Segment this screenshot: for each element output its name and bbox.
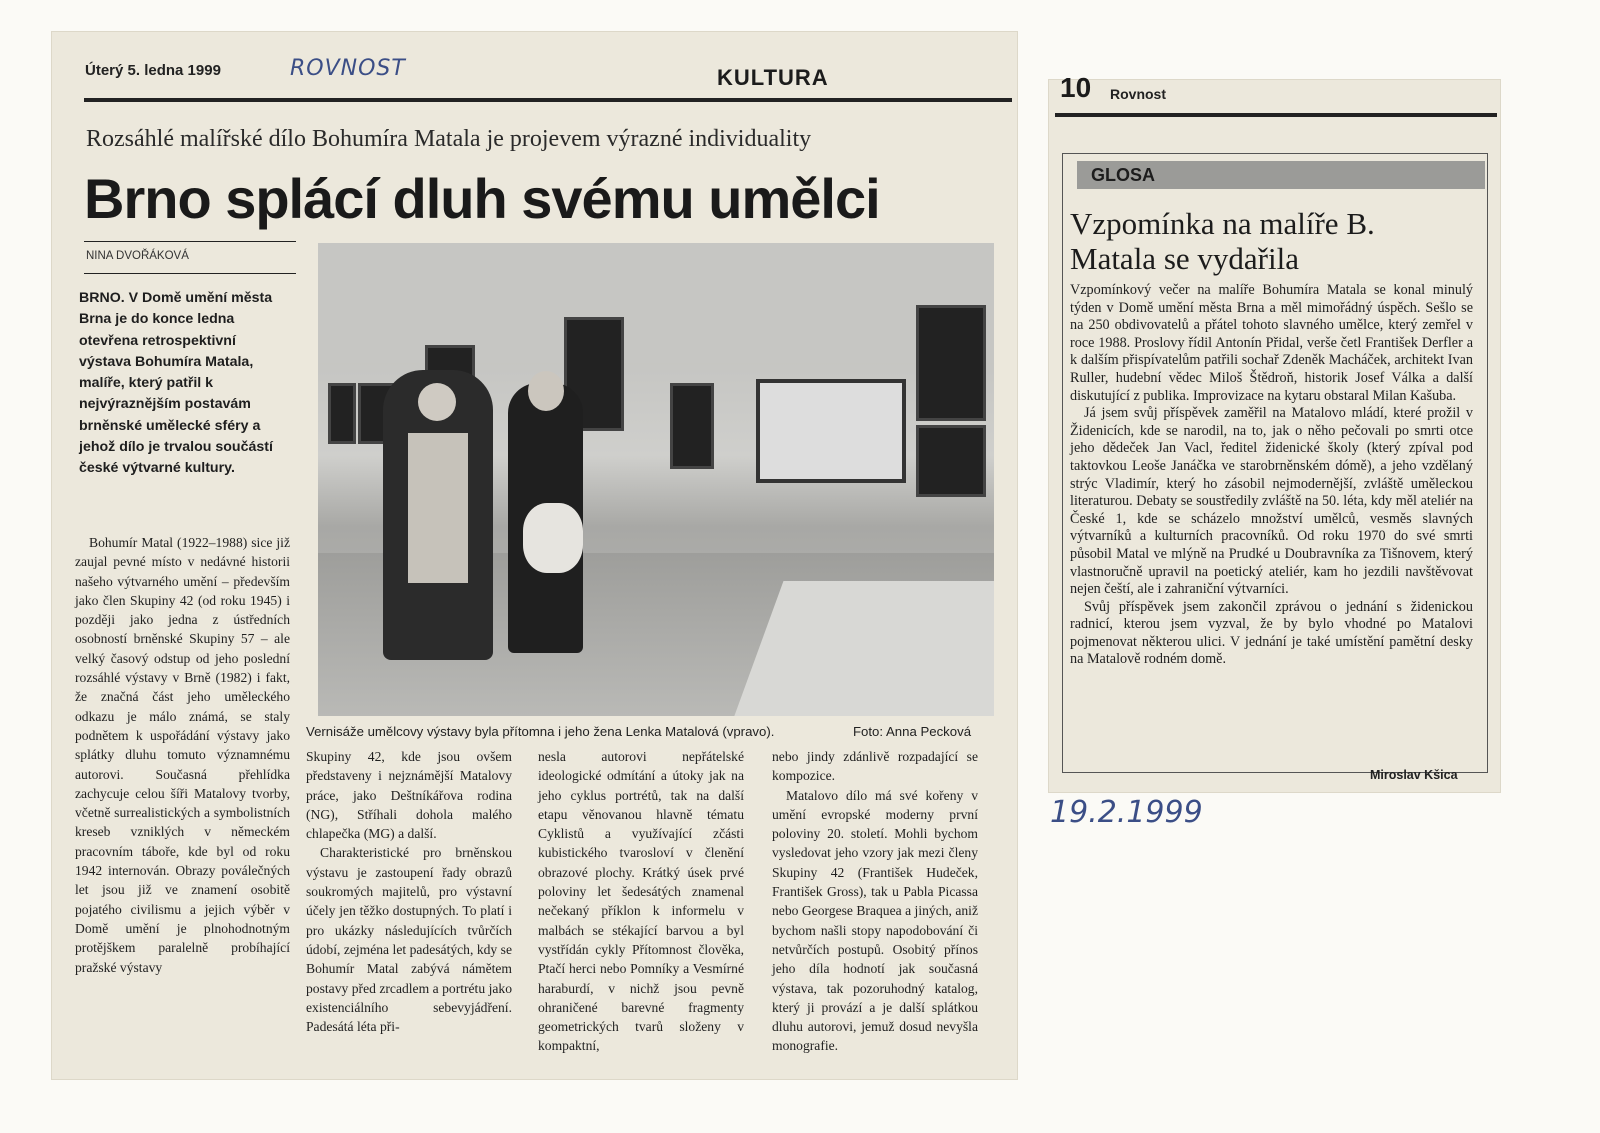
article-subtitle: Rozsáhlé malířské dílo Bohumíra Matala je projevem výrazné individuality bbox=[86, 126, 812, 152]
glosa-para-3: Svůj příspěvek jsem zakončil zprávou o jednání s židenickou radnicí, kterou jsem vyzval, že by bylo vhodné po Matalovi pojmenovat některou ulici. V jednání je také umístění pamětní desky na Matalově rodném domě. bbox=[1070, 598, 1473, 668]
article-lead: BRNO. V Domě umění města Brna je do konce ledna otevřena retrospektivní výstava Bohumíra Matala, malíře, který patřil k nejvýraznějším postavám brněnské umělecké sféry a jehož dílo je trvalou součástí české výtvarné kultury. bbox=[79, 290, 273, 477]
right-header-rule bbox=[1055, 113, 1497, 117]
column-3-text: nesla autorovi nepřátelské ideologické odmítání a útoky jak na jeho cyklus portrétů, tak na další etapu věnovanou hlavně tématu Cyklistů a využívající zčásti kubistického tvarosloví v členění obrazové plochy. Krátký úsek prvé poloviny let šedesátých znamenal nečekaný příklon k informelu v malbách se stékající barvou a byl vystřídán cykly Přítomnost člověka, Ptačí herci nebo Pomníky a Vesmírné haraburdí, v nichž jsou pevně ohraničené barevné fragmenty geometrických tvarů složeny v kompaktní, bbox=[538, 749, 744, 1054]
column-2-text-a: Skupiny 42, kde jsou ovšem představeny i nejznámější Matalovy práce, jako Deštníkářova rodina (NG), Stříhali dohola malého chlapečka (MG) a další. bbox=[306, 749, 512, 842]
issue-date: Úterý 5. ledna 1999 bbox=[85, 62, 221, 79]
column-4-text-b: Matalovo dílo má své kořeny v umění evropské moderny první poloviny 20. století. Mohli bychom vysledovat jeho vzory jak mezi členy Skupiny 42 (František Hudeček, František Gross), tak u Pabla Picassa nebo Georgese Braquea a jiných, aniž bychom našli stopy napodobování či netvůrčích postupů. Osobitý přínos jeho díla hodnotí jak současná výstava, tak pozoruhodný katalog, který ji provází a je další splátkou dluhu autorovi, jemuž dosud nevyšla monografie. bbox=[772, 787, 978, 1054]
photo-credit: Foto: Anna Pecková bbox=[853, 724, 972, 739]
column-4-text-a: nebo jindy zdánlivě rozpadající se kompozice. bbox=[772, 749, 978, 784]
page-number: 10 bbox=[1060, 72, 1092, 103]
article-column-4 bbox=[772, 747, 978, 1056]
section-title: KULTURA bbox=[717, 65, 829, 90]
glosa-rubric-label: GLOSA bbox=[1091, 165, 1156, 185]
paper-name: Rovnost bbox=[1110, 86, 1166, 102]
article-column-1 bbox=[75, 533, 290, 977]
byline-rule-bottom bbox=[84, 273, 296, 274]
column-2-text-b: Charakteristické pro brněnskou výstavu je zastoupení řady obrazů soukromých majitelů, pro výstavní účely jen těžko dostupných. To platí i pro ukázky následujících tvůrčích údobí, zejména let padesátých, kdy se Bohumír Matal zabývá námětem postavy před zrcadlem a portrétu jako existenciálního sebevyjádření. Padesátá léta při- bbox=[306, 845, 512, 1035]
column-1-text: Bohumír Matal (1922–1988) sice již zaujal pevné místo v nedávné historii našeho výtvarného umění – především jako člen Skupiny 42 (od roku 1945) i později jako jedna z ústředních osobností brněnské Skupiny 57 – ale velký časový odstup od jeho poslední rozsáhlé výstavy v Brně (1982) i fakt, že značná část jeho uměleckého odkazu je málo známá, se staly podnětem k uspořádání výstavy jako splátky dluhu tomuto významnému autorovi. Současná přehlídka zachycuje celou šíři Matalovy tvorby, včetně surrealistických a symbolistních kreseb vzniklých v německém pracovním táboře, kde byl od roku 1942 internován. Obrazy poválečných let jsou již ve znamení osobitě pojatého civilismu a jejich výběr v Domě umění je plnohodnotným protějškem paralelně probíhající pražské výstavy bbox=[75, 535, 290, 975]
byline: NINA DVOŘÁKOVÁ bbox=[86, 250, 189, 262]
glosa-body bbox=[1070, 282, 1473, 669]
article-headline: Brno splácí dluh svému umělci bbox=[84, 167, 880, 230]
glosa-rubric bbox=[1077, 161, 1485, 189]
glosa-para-2: Já jsem svůj příspěvek zaměřil na Matalovo mládí, které prožil v Židenicích, kde se narodil, na to, jak o něho pečovali po smrti otce jeho dědeček Jan Vacl, ředitel židenické školy (který zpíval pod taktovkou Leoše Janáčka ve starobrněnském dómě), a jeho vzdělaný strýc Vladimír, který ho zásobil nejmodernější, zvláště uměleckou literaturou. Debaty se soustředily zvláště na 50. léta, kdy měl ateliér na České 1, kde se scházelo množství umělců, vesměs slavných výtvarníků a kulturních pracovníků. Od roku 1970 do své smrti působil Matal ve mlýně na Prudké u Doubravníka za Tišnovem, který vlastnoručně upravil na poetický ateliér, kam ho jezdili navštěvovat nejen čeští, ale i zahraniční výtvarníci. bbox=[1070, 405, 1473, 598]
article-column-3 bbox=[538, 747, 744, 1056]
handwritten-date: 19.2.1999 bbox=[1050, 795, 1203, 830]
photo-caption: Vernisáže umělcovy výstavy byla přítomna i jeho žena Lenka Matalová (vpravo). bbox=[306, 724, 775, 739]
header-rule bbox=[84, 98, 1012, 102]
glosa-signature: Miroslav Kšica bbox=[1370, 768, 1458, 782]
glosa-headline: Vzpomínka na malíře B. Matala se vydařila bbox=[1070, 206, 1375, 276]
exhibition-photo bbox=[318, 243, 994, 716]
glosa-para-1: Vzpomínkový večer na malíře Bohumíra Matala se konal minulý týden v Domě umění města Brna a měl mimořádný úspěch. Sešlo se na 250 obdivovatelů a přátel tohoto slavného umělce, který zemřel v roce 1988. Proslovy řídil Antonín Přidal, verše četl František Derfler a k dalším přispívatelům patřili sochař Zdeněk Macháček, architekt Ivan Ruller, hudební vědec Miloš Štědroň, historik Josef Válka a další diskutující z publika. Improvizace na kytaru obstaral Milan Kašuba. bbox=[1070, 282, 1473, 404]
article-column-2 bbox=[306, 747, 512, 1036]
handwritten-paper-name: ROVNOST bbox=[290, 56, 406, 81]
byline-rule-top bbox=[84, 241, 296, 242]
